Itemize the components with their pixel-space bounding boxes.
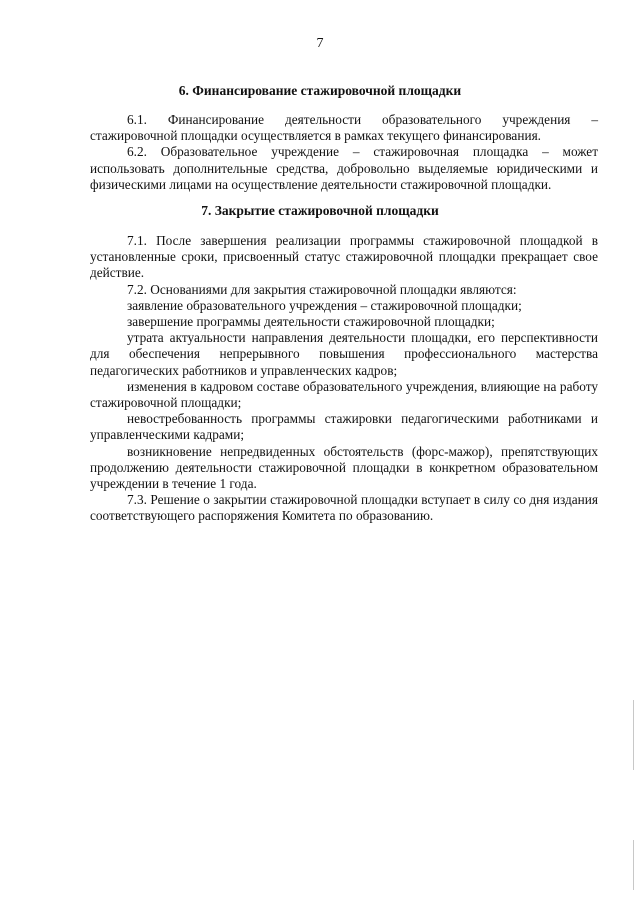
paragraph-7-3: 7.3. Решение о закрытии стажировочной площадки вступает в силу со дня издания соответствующего распоряжения Комитета по образованию. [90, 492, 598, 524]
list-item: заявление образовательного учреждения – стажировочной площадки; [127, 297, 522, 313]
list-item: возникновение непредвиденных обстоятельств (форс-мажор), препятствующих продолжению деятельности стажировочной площадки в конкретном образовательном учреждении в течение 1 года. [90, 443, 598, 492]
paragraph-6-1: 6.1. Финансирование деятельности образовательного учреждения – стажировочной площадки осуществляется в рамках текущего финансирования. [90, 112, 598, 144]
section-7-body [90, 233, 598, 525]
section-7-heading: 7. Закрытие стажировочной площадки [201, 203, 439, 218]
section-6-body [90, 112, 598, 193]
scan-edge-mark [633, 840, 634, 890]
list-item: завершение программы деятельности стажировочной площадки; [127, 314, 495, 330]
section-6-heading: 6. Финансирование стажировочной площадки [178, 83, 462, 98]
paragraph-6-2: 6.2. Образовательное учреждение – стажировочная площадка – может использовать дополнительные средства, добровольно выделяемые юридическими и физическими лицами на осуществление деятельности стажировочной площадки. [90, 144, 598, 192]
list-item: невостребованность программы стажировки педагогическими работниками и управленческими кадрами; [90, 411, 598, 443]
list-item: изменения в кадровом составе образовательного учреждения, влияющие на работу стажировочной площадки; [90, 378, 598, 411]
page-number: 7 [316, 36, 324, 51]
paragraph-7-2: 7.2. Основаниями для закрытия стажировочной площадки являются: [127, 281, 517, 297]
scan-edge-mark [633, 700, 634, 770]
paragraph-7-1: 7.1. После завершения реализации программы стажировочной площадкой в установленные сроки, присвоенный статус стажировочной площадки прекращает свое действие. [90, 233, 598, 281]
list-item: утрата актуальности направления деятельности площадки, его перспективности для обеспечения непрерывного повышения профессионального мастерства педагогических работников и управленческих кадров; [90, 330, 598, 378]
